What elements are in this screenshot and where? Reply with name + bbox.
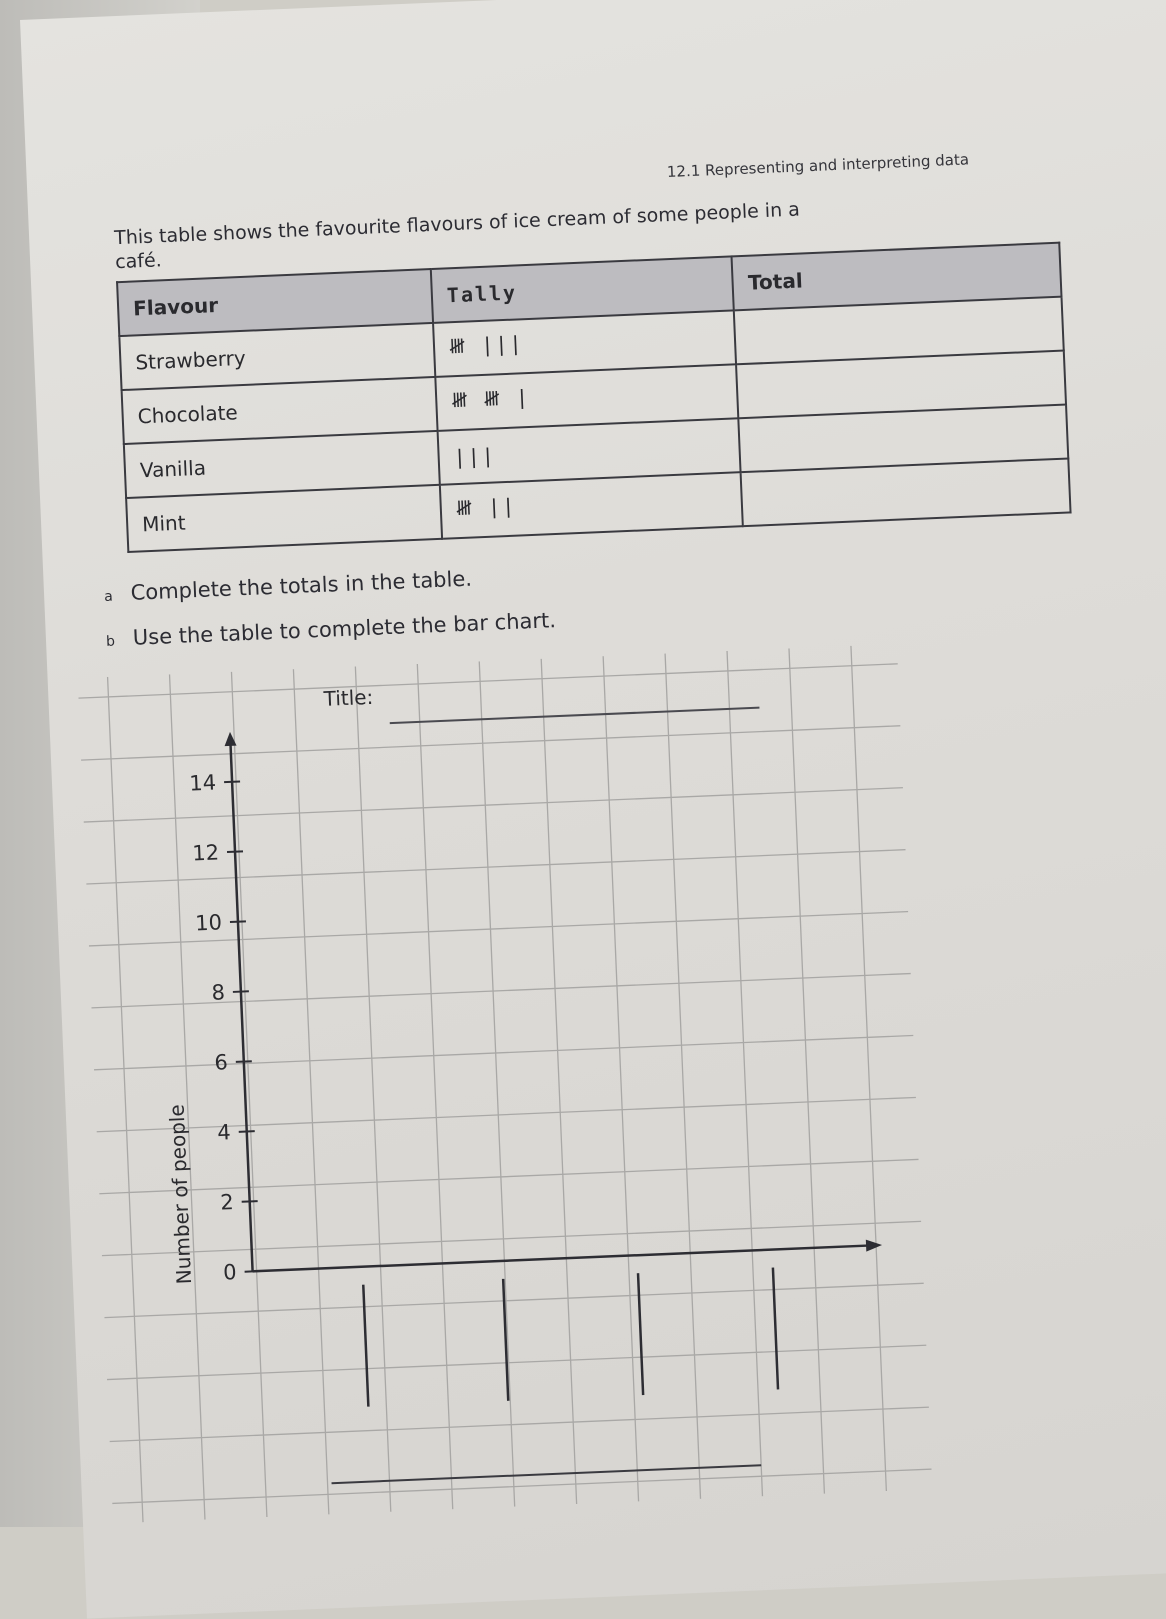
flavour-cell: Strawberry [119,323,435,390]
grid-line-horizontal [107,1345,933,1380]
grid-line-vertical [851,646,886,1491]
x-axis-line [253,1246,868,1272]
grid-line-vertical [727,651,762,1496]
question-letter: a [103,588,114,605]
y-tick-mark [239,1131,255,1132]
y-tick-mark [245,1271,261,1272]
grid-line-vertical [170,674,205,1519]
chart-axes [224,705,882,1277]
y-tick-label: 4 [216,1120,232,1145]
x-axis-label-answer-line [332,1465,762,1483]
question-letter: b [105,633,116,650]
y-axis-line [230,744,252,1272]
grid-line-vertical [231,672,266,1517]
grid-line-vertical [603,656,638,1501]
grid-line-horizontal [99,1159,933,1194]
header-total: Total [732,243,1062,311]
header-tally: Tally [431,256,734,323]
tally-cell: 𝍸 || [440,472,743,539]
x-category-divider [363,1285,368,1407]
tally-cell: 𝍸 𝍸 | [435,364,738,431]
grid-line-vertical [541,659,576,1504]
question-b [105,608,556,651]
x-category-divider [773,1268,778,1390]
grid-line-vertical [355,667,390,1512]
grid-line-horizontal [102,1221,933,1256]
grid-line-horizontal [78,663,913,698]
x-axis-arrow-icon [866,1239,882,1252]
y-tick-mark [242,1201,258,1202]
y-tick-label: 0 [222,1260,238,1285]
flavour-cell: Mint [126,485,442,552]
y-tick-label: 6 [213,1050,229,1075]
flavour-cell: Vanilla [124,431,440,498]
y-tick-mark [224,781,240,782]
y-tick-label: 12 [191,840,220,866]
y-tick-label: 14 [188,770,217,796]
grid-line-vertical [789,648,824,1493]
grid-line-horizontal [112,1468,933,1503]
chart-title-label: Title: [323,684,374,711]
grid-line-vertical [108,677,143,1522]
header-flavour: Flavour [117,269,433,336]
tally-cell: 𝍸 ||| [433,310,736,377]
intro-text: This table shows the favourite flavours of ice cream of some people in a café. [113,198,801,274]
y-tick-mark [230,921,246,922]
y-tick-label: 10 [194,910,223,936]
grid-line-vertical [479,661,514,1506]
flavour-cell: Chocolate [122,377,438,444]
grid-line-horizontal [81,725,916,760]
x-axis-label-lines [323,1268,781,1484]
worksheet-page [20,0,1166,1619]
grid-line-vertical [417,664,452,1509]
y-tick-mark [236,1061,252,1062]
y-tick-label: 2 [219,1190,235,1215]
y-tick-label: 8 [211,980,226,1005]
question-text: Use the table to complete the bar chart. [132,608,557,650]
y-tick-mark [227,851,243,852]
tally-cell: ||| [438,418,741,485]
bar-chart-grid [78,644,933,1538]
question-text: Complete the totals in the table. [130,566,473,605]
grid-line-horizontal [104,1283,932,1318]
grid-line-vertical [913,644,933,1489]
question-a [104,567,473,606]
y-tick-mark [233,991,249,992]
grid-line-horizontal [110,1406,933,1441]
title-answer-line[interactable] [390,708,760,723]
flavour-table [116,242,1072,553]
y-axis-label: Number of people [164,1103,197,1285]
grid-line-vertical [665,654,700,1499]
section-header: 12.1 Representing and interpreting data [666,150,970,182]
x-category-divider [638,1273,643,1395]
grid-line-vertical [293,669,328,1514]
